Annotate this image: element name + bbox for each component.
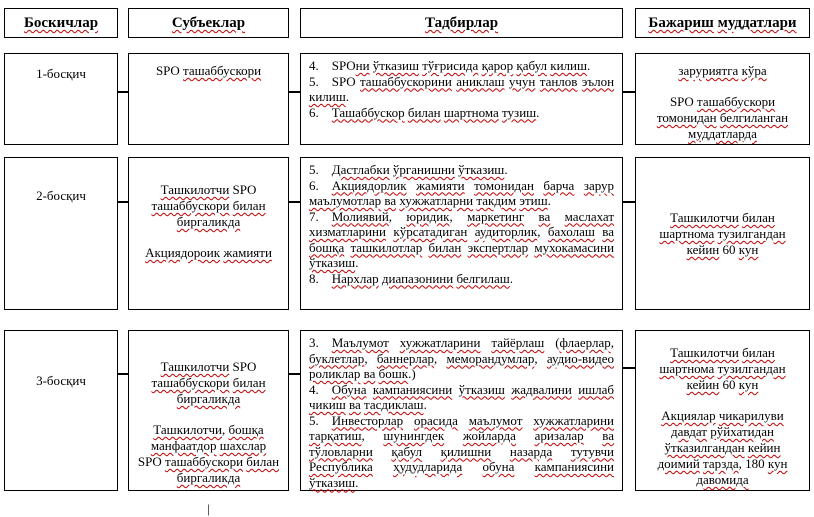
column-header-label: Тадбирлар xyxy=(424,15,499,31)
actions-box-3 xyxy=(300,330,623,491)
connector-line xyxy=(289,201,300,203)
action-text: Дастлабки ўрганишни ўтказиш. xyxy=(331,162,508,177)
action-text: Молиявий, юридик, маркетинг ва маслахат хизматларини кўрсатадиган аудиторлик, бахолаш ва бошқа ташкилотлар билан экспертлар мухокамасини ўтказиш. xyxy=(309,208,615,270)
subject-text: Акциядороик жамияти xyxy=(145,245,272,260)
deadline-text: заруриятга кўра xyxy=(678,63,767,78)
action-number: 5. xyxy=(309,412,319,428)
deadline-text: SPO ташаббускори томонидан белгиланган муддатларда xyxy=(656,94,789,141)
deadline-text: Акциялар чикарилуви давдат рўйхатидан ўтказилгандан кейин доимий тарзда, 180 кун давомида xyxy=(657,408,788,487)
column-header-label: Бажариш муддатлари xyxy=(648,15,797,31)
action-text: Обуна кампаниясини ўтказиш жадвалини ишлаб чикиш ва тасдиклаш. xyxy=(309,381,615,412)
connector-line xyxy=(623,91,635,93)
action-number: 5. xyxy=(309,162,319,177)
subjects-box-1 xyxy=(128,53,289,145)
stage-box-1: 1-босқич xyxy=(4,53,118,145)
action-item xyxy=(309,162,614,178)
subjects-box-2 xyxy=(128,157,289,310)
action-item xyxy=(309,178,614,209)
actions-box-1 xyxy=(300,53,623,145)
connector-line xyxy=(623,367,635,369)
action-number: 8. xyxy=(309,270,319,286)
column-header-stages xyxy=(4,8,118,38)
deadline-text: Ташкилотчи билан шартнома тузилгандан кейин 60 кун xyxy=(659,210,786,257)
connector-line xyxy=(289,373,300,375)
actions-box-2 xyxy=(300,157,623,310)
action-item xyxy=(309,209,614,271)
action-item xyxy=(309,58,614,74)
column-header-activities xyxy=(300,8,623,38)
connector-line xyxy=(289,91,300,93)
action-number: 7. xyxy=(309,208,319,224)
action-item xyxy=(309,271,614,287)
deadline-text: Ташкилотчи билан шартнома тузилгандан кейин 60 кун xyxy=(659,345,786,392)
subjects-box-3 xyxy=(128,330,289,516)
action-text: Нархлар диапазонини белгилаш. xyxy=(331,270,513,286)
deadlines-box-3 xyxy=(635,330,810,491)
action-item xyxy=(309,382,614,413)
stage-box-3: 3-босқич xyxy=(4,330,118,491)
action-item xyxy=(309,413,614,491)
action-number: 3. xyxy=(309,335,319,350)
column-header-label: Боскичлар xyxy=(23,15,99,31)
action-text: Ташаббускор билан шартнома тузиш. xyxy=(331,104,540,120)
connector-line xyxy=(118,373,128,375)
action-number: 6. xyxy=(309,177,319,193)
action-text: SPO ташаббускорини аниклаш учун танлов эълон килиш. xyxy=(309,73,615,104)
deadlines-box-1 xyxy=(635,53,810,145)
subject-text: Ташкилотчи SPO ташаббускори билан биргаликда xyxy=(151,359,266,406)
subject-text: Ташкилотчи, бошқа манфаатдор шахслар SPO ташаббускори билан биргаликда xyxy=(137,422,280,485)
column-header-deadlines xyxy=(635,8,810,38)
deadlines-box-2 xyxy=(635,157,810,310)
action-text: Акциядорлик жамияти томонидан барча зарур маълумотлар ва хужжатларни такдим этиш. xyxy=(309,177,615,208)
connector-line xyxy=(623,201,635,203)
subject-text: SPO ташаббускори xyxy=(155,63,262,78)
connector-line xyxy=(118,91,128,93)
action-text: Маълумот хужжатларини тайёрлаш (флаерлар, буклетлар, баннерлар, меморандумлар, аудио-видео роликлар ва бошк.) xyxy=(309,335,615,381)
action-item xyxy=(309,335,614,382)
subject-text: | xyxy=(207,501,210,516)
action-item xyxy=(309,74,614,105)
column-header-label: Субъеклар xyxy=(171,15,246,31)
action-number: 6. xyxy=(309,104,319,120)
action-number: 4. xyxy=(309,381,319,397)
action-number: 4. xyxy=(309,58,319,73)
action-text: SPOни ўтказиш тўғрисида қарор қабул килиш. xyxy=(331,58,591,73)
subject-text: Ташкилотчи SPO ташаббускори билан биргаликда xyxy=(151,182,266,229)
action-number: 5. xyxy=(309,73,319,89)
action-item xyxy=(309,105,614,121)
connector-line xyxy=(118,201,128,203)
stage-box-2: 2-босқич xyxy=(4,157,118,310)
column-header-subjects xyxy=(128,8,289,38)
action-text: Инвесторлар орасида маълумот хужжатларини тарқатиш, шунингдек жойларда аризалар ва тўловларни қабул қилишни назарда тутувчи Республика ҳудудларида обуна кампаниясини ўтказиш. xyxy=(309,412,615,490)
